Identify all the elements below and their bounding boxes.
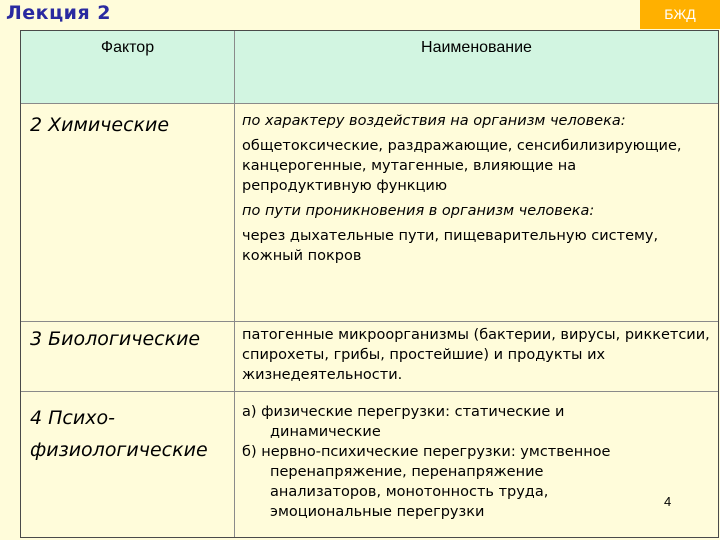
- page-number: 4: [664, 494, 672, 509]
- factor-biological: 3 Биологические: [30, 328, 201, 350]
- chemical-impact-heading: по характеру воздействия на организм человека:: [242, 113, 626, 129]
- factor-psycho-line1: 4 Психо-: [30, 407, 115, 429]
- chemical-impact-list: общетоксические, раздражающие, сенсибилизирующие, канцерогенные, мутагенные, влияющие на репродуктивную функцию: [242, 138, 682, 194]
- factor-psycho-line2: физиологические: [30, 439, 208, 461]
- description-chemical: [242, 111, 710, 266]
- description-biological: [242, 325, 710, 385]
- row-divider: [21, 103, 718, 104]
- description-psychophysiological: [242, 402, 710, 522]
- row-divider: [21, 391, 718, 392]
- psycho-line: анализаторов, монотонность труда,: [270, 484, 549, 500]
- row-divider: [21, 321, 718, 322]
- factors-table: [20, 30, 719, 538]
- column-header-name: Наименование: [421, 39, 532, 56]
- factor-psychophysiological: [30, 402, 230, 466]
- biological-text: патогенные микроорганизмы (бактерии, вирусы, риккетсии, спирохеты, грибы, простейшие) и продукты их жизнедеятельности.: [242, 327, 710, 383]
- chemical-route-heading: по пути проникновения в организм человека:: [242, 203, 595, 219]
- psycho-line: перенапряжение, перенапряжение: [270, 464, 544, 480]
- column-divider: [234, 31, 235, 537]
- psycho-line: а) физические перегрузки: статические и: [242, 404, 565, 420]
- chemical-route-list: через дыхательные пути, пищеварительную систему, кожный покров: [242, 228, 659, 264]
- lecture-title: Лекция 2: [6, 2, 111, 24]
- factor-chemical: 2 Химические: [30, 114, 170, 136]
- psycho-line: б) нервно-психические перегрузки: умственное: [242, 444, 611, 460]
- column-header-factor: Фактор: [100, 39, 155, 56]
- psycho-line: динамические: [270, 424, 381, 440]
- psycho-line: эмоциональные перегрузки: [270, 504, 485, 520]
- subject-badge: БЖД: [640, 0, 720, 29]
